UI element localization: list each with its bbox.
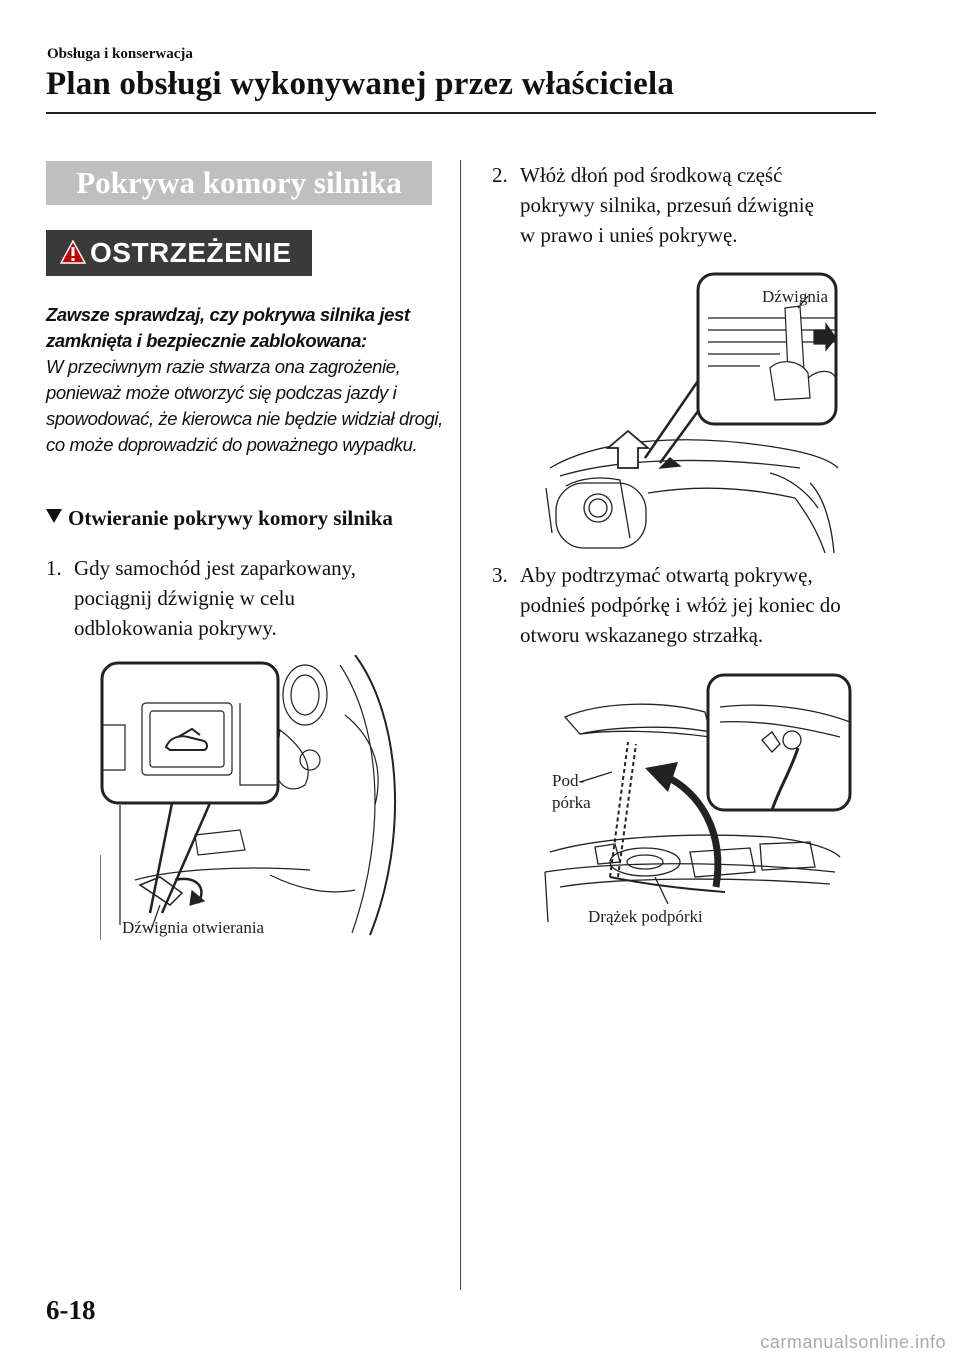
warning-icon: [60, 240, 86, 264]
header-rule: [46, 112, 876, 114]
step-1: [46, 553, 446, 645]
warning-body-text: W przeciwnym razie stwarza ona zagrożenie, ponieważ może otworzyć się podczas jazdy i spowodować, że kierowca nie będzie widział drogi, co może doprowadzić do poważnego wypadku.: [46, 356, 443, 455]
column-divider: [460, 160, 461, 1290]
page-title: Plan obsługi wykonywanej przez właściciela: [46, 66, 675, 102]
step-3: [492, 560, 892, 652]
step-number: 3.: [492, 563, 508, 587]
subheading: [46, 506, 393, 531]
section-name: Obsługa i konserwacja: [47, 46, 193, 62]
warning-text: [46, 302, 446, 458]
subheading-text: Otwieranie pokrywy komory silnika: [68, 506, 393, 530]
figure-caption-support-2: pórka: [552, 793, 591, 812]
step-text: Aby podtrzymać otwartą pokrywę, podnieś podpórkę i włóż jej koniec do otworu wskazanego strzałką.: [520, 563, 841, 647]
figure-caption-lever: Dźwignia otwierania: [122, 918, 265, 937]
step-2: [492, 160, 892, 252]
figure-hood-release-lever: [100, 655, 440, 940]
figure-hood-lever: [540, 268, 840, 553]
warning-banner: [46, 230, 312, 276]
page-number: 6-18: [46, 1295, 96, 1325]
figure-caption-support-1: Pod-: [552, 771, 585, 790]
warning-label: OSTRZEŻENIE: [90, 237, 292, 268]
step-text: Gdy samochód jest zaparkowany, pociągnij dźwignię w celu odblokowania pokrywy.: [74, 556, 357, 640]
step-number: 1.: [46, 556, 62, 580]
section-title: Pokrywa komory silnika: [46, 161, 432, 205]
step-text: Włóż dłoń pod środkową część pokrywy silnika, przesuń dźwignię w prawo i unieś pokrywę.: [520, 163, 814, 247]
step-number: 2.: [492, 163, 508, 187]
warning-bold-text: Zawsze sprawdzaj, czy pokrywa silnika jest zamknięta i bezpiecznie zablokowana:: [46, 304, 410, 351]
figure-caption-lever-2: Dźwignia: [762, 287, 829, 306]
figure-caption-rod: Drążek podpórki: [588, 907, 703, 926]
triangle-marker-icon: [46, 509, 62, 523]
watermark: carmanualsonline.info: [760, 1332, 946, 1352]
figure-hood-support-rod: [540, 672, 860, 934]
